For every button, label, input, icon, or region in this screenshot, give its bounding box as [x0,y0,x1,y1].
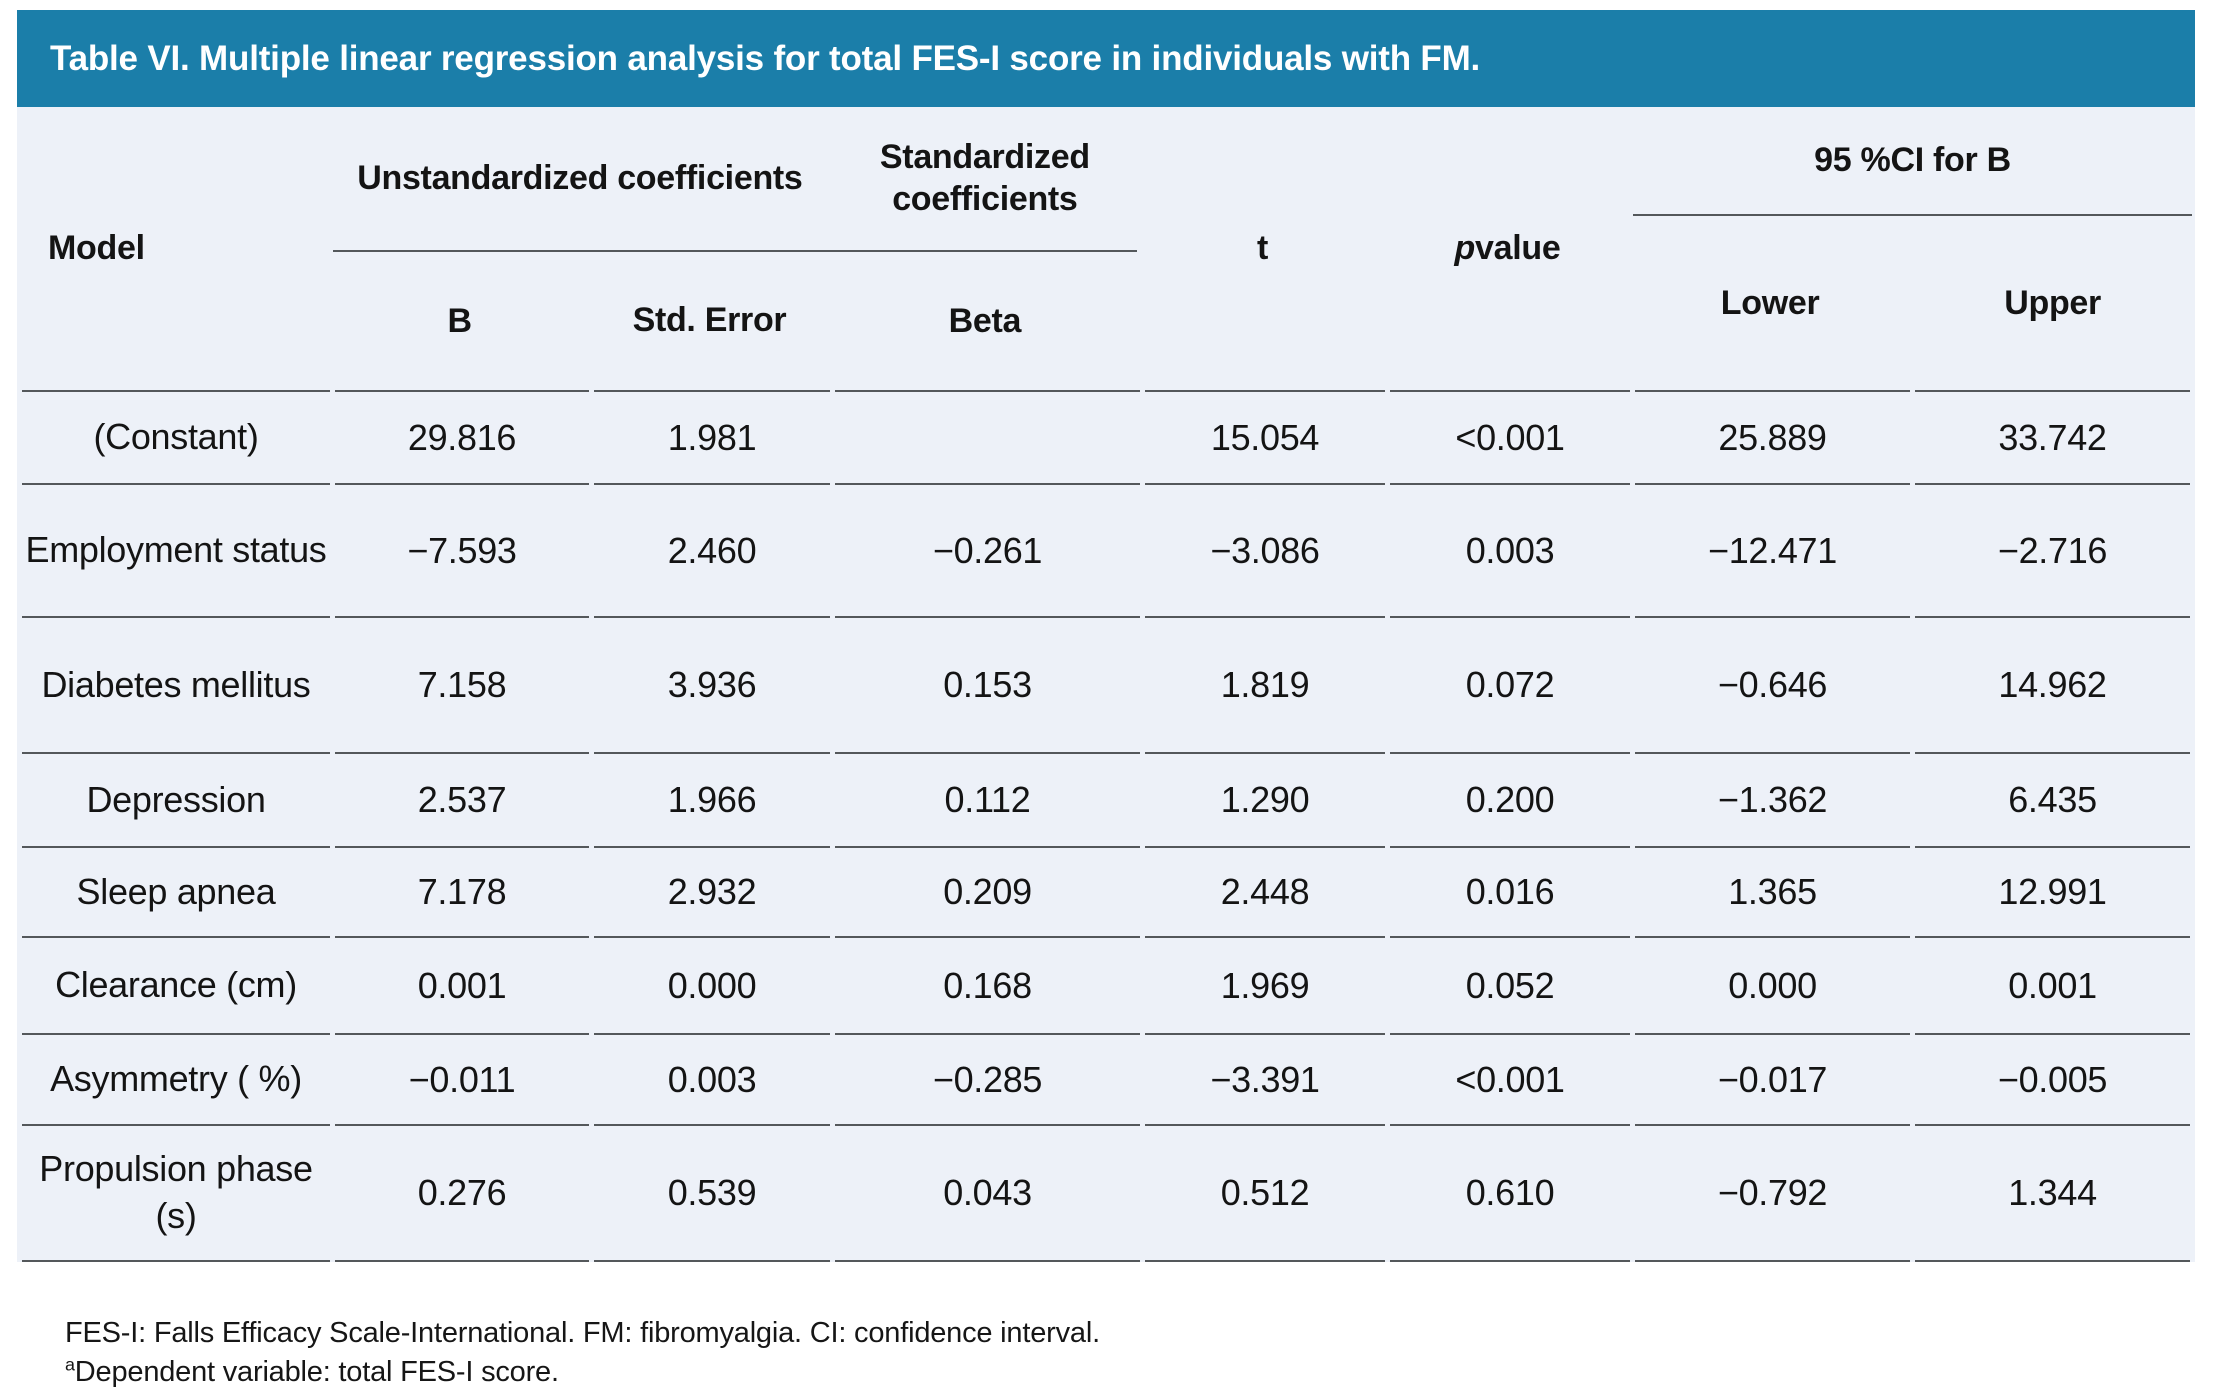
cell-lower: 1.365 [1635,846,1910,936]
cell-upper: −2.716 [1915,483,2190,616]
column-header-b: B [447,301,472,340]
column-header-95ci: 95 %CI for B [1814,141,2011,179]
cell-b: −0.011 [335,1033,589,1124]
cell-upper: 0.001 [1915,936,2190,1033]
cell-beta: 0.112 [835,752,1140,846]
cell-std-error: 1.981 [594,390,830,483]
coefficient-group-labels [330,107,1140,250]
table-bottom-rule [22,1260,2190,1262]
footnote-superscript: a [65,1354,75,1375]
cell-b: 2.537 [335,752,589,846]
table-title: Table VI. Multiple linear regression analysis for total FES-I score in individuals with FM. [50,38,1481,78]
cell-upper: 33.742 [1915,390,2190,483]
column-header-upper: Upper [2004,283,2101,322]
cell-beta: 0.153 [835,616,1140,752]
coefficient-sub-headers [330,252,1140,390]
table-row [22,1124,2190,1260]
table-row [22,936,2190,1033]
table-row [22,483,2190,616]
cell-upper: 1.344 [1915,1124,2190,1260]
cell-beta: 0.209 [835,846,1140,936]
cell-b: 29.816 [335,390,589,483]
cell-lower: −1.362 [1635,752,1910,846]
table-row [22,616,2190,752]
coefficients-header-group [330,107,1140,390]
row-label: Asymmetry ( %) [22,1033,330,1124]
table-card [17,10,2195,1262]
cell-lower: −0.792 [1635,1124,1910,1260]
regression-data-table [17,390,2195,1262]
cell-p: 0.610 [1390,1124,1630,1260]
table-row [22,1033,2190,1124]
cell-p: 0.003 [1390,483,1630,616]
cell-b: −7.593 [335,483,589,616]
row-label: (Constant) [22,390,330,483]
footnote-dependent-variable: $^a$Dependent variable: total FES-I score. [65,1354,559,1388]
row-label: Employment status [22,483,330,616]
row-label: Propulsion phase (s) [22,1124,330,1260]
cell-upper: −0.005 [1915,1033,2190,1124]
table-row [22,846,2190,936]
ci-sub-headers [1630,216,2195,390]
column-header-beta: Beta [948,301,1022,340]
cell-t: −3.086 [1145,483,1385,616]
cell-b: 0.276 [335,1124,589,1260]
cell-p: <0.001 [1390,1033,1630,1124]
column-header-p-value: p value [1454,229,1561,267]
cell-t: 2.448 [1145,846,1385,936]
cell-upper: 12.991 [1915,846,2190,936]
cell-t: 1.290 [1145,752,1385,846]
cell-upper: 14.962 [1915,616,2190,752]
ci-header-group [1630,107,2195,390]
cell-beta [835,390,1140,483]
cell-beta: −0.261 [835,483,1140,616]
cell-std-error: 3.936 [594,616,830,752]
cell-t: 0.512 [1145,1124,1385,1260]
cell-t: 1.819 [1145,616,1385,752]
cell-lower: −0.646 [1635,616,1910,752]
cell-beta: 0.043 [835,1124,1140,1260]
footnotes [65,1314,1100,1392]
table-header [17,107,2195,390]
cell-beta: −0.285 [835,1033,1140,1124]
cell-std-error: 2.932 [594,846,830,936]
cell-std-error: 1.966 [594,752,830,846]
cell-lower: 0.000 [1635,936,1910,1033]
cell-t: 15.054 [1145,390,1385,483]
cell-std-error: 0.539 [594,1124,830,1260]
column-header-unstandardized: Unstandardized coefficients [357,158,803,197]
table-row [22,390,2190,483]
column-header-model: Model [48,229,145,267]
cell-std-error: 0.003 [594,1033,830,1124]
column-header-std-error: Std. Error [632,301,787,340]
cell-p: 0.052 [1390,936,1630,1033]
row-label: Depression [22,752,330,846]
column-header-standardized: Standardized coefficients [879,138,1090,218]
cell-std-error: 0.000 [594,936,830,1033]
footnote-abbreviations: FES-I: Falls Efficacy Scale-International. FM: fibromyalgia. CI: confidence interval. [65,1317,1100,1349]
row-label: Clearance (cm) [22,936,330,1033]
cell-lower: −0.017 [1635,1033,1910,1124]
column-header-t: t [1256,229,1269,267]
cell-p: 0.200 [1390,752,1630,846]
cell-lower: −12.471 [1635,483,1910,616]
cell-lower: 25.889 [1635,390,1910,483]
cell-t: 1.969 [1145,936,1385,1033]
row-label: Sleep apnea [22,846,330,936]
cell-upper: 6.435 [1915,752,2190,846]
cell-p: <0.001 [1390,390,1630,483]
cell-b: 7.158 [335,616,589,752]
cell-p: 0.016 [1390,846,1630,936]
cell-std-error: 2.460 [594,483,830,616]
column-header-lower: Lower [1720,283,1820,322]
row-label: Diabetes mellitus [22,616,330,752]
cell-p: 0.072 [1390,616,1630,752]
cell-b: 0.001 [335,936,589,1033]
cell-t: −3.391 [1145,1033,1385,1124]
table-title-bar [17,10,2195,107]
cell-b: 7.178 [335,846,589,936]
cell-beta: 0.168 [835,936,1140,1033]
table-row [22,752,2190,846]
